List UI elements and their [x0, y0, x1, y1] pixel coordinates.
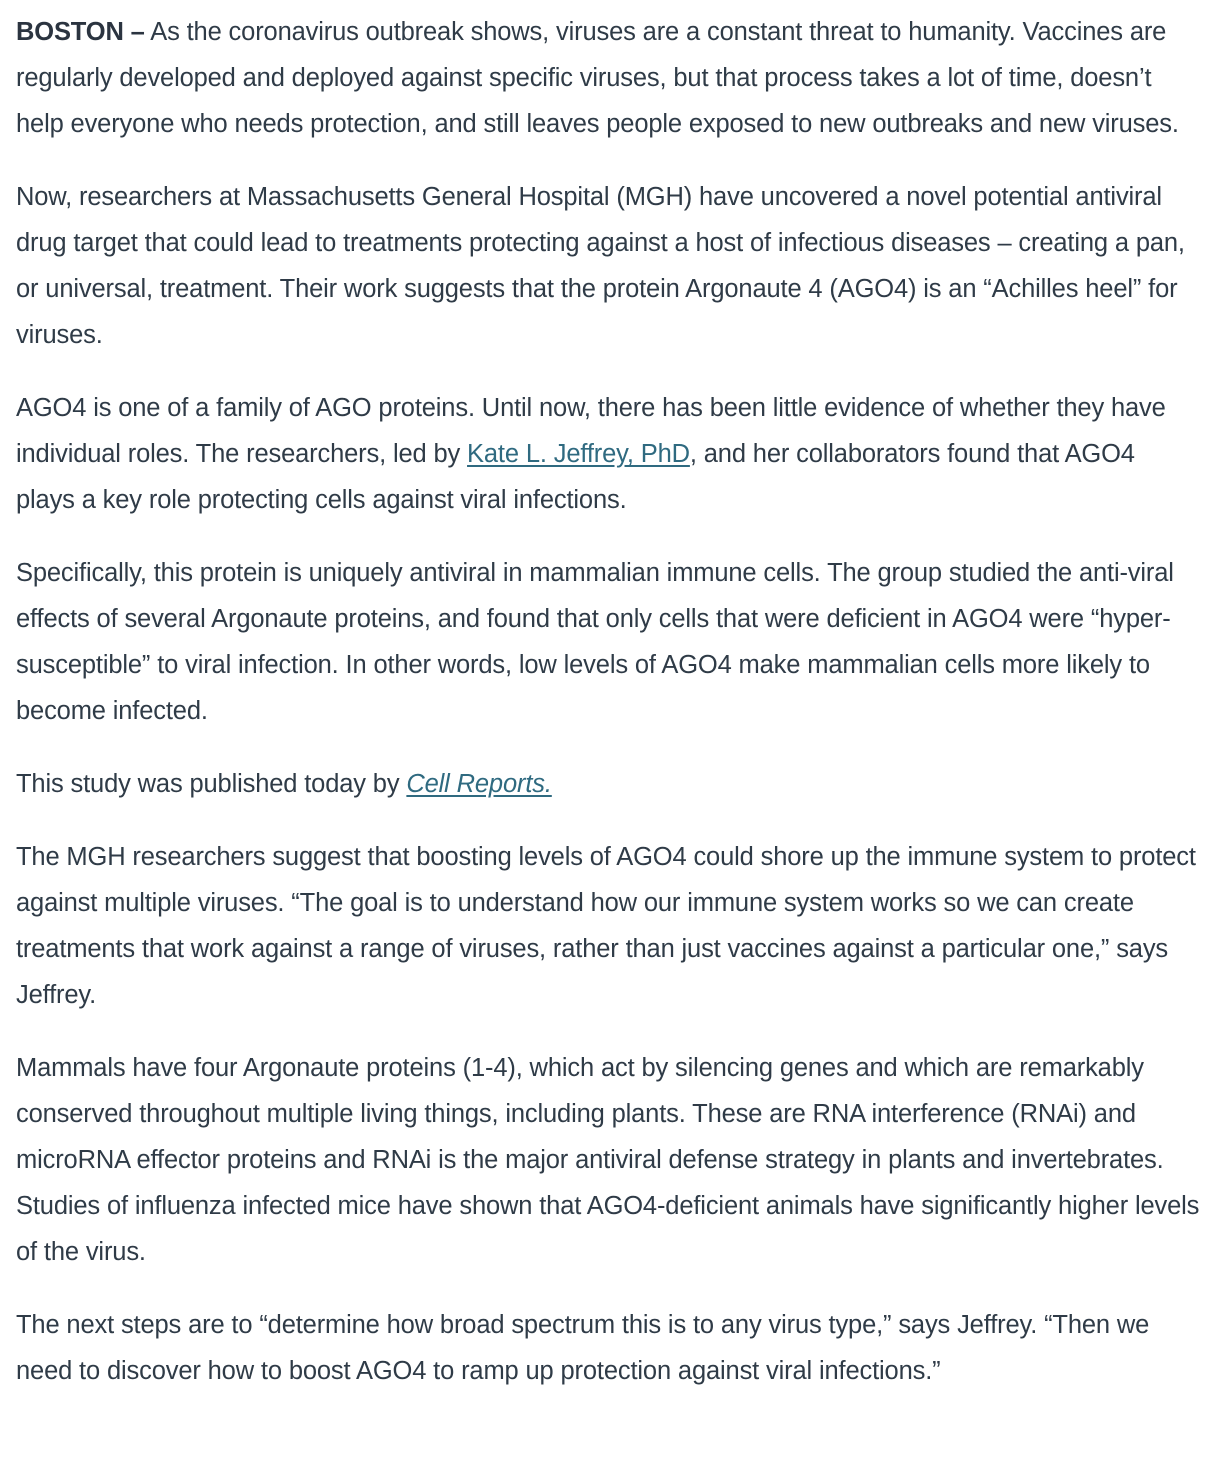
paragraph-antiviral-immune-cells: Specifically, this protein is uniquely antiviral in mammalian immune cells. The group studied the anti-viral effects of several Argonaute proteins, and found that only cells that were deficient in AGO4 were “hyper-susceptible” to viral infection. In other words, low levels of AGO4 make mammalian cells more likely to become infected.: [16, 559, 1174, 725]
paragraph-publication-text: This study was published today by: [16, 770, 407, 798]
paragraph-publication: [16, 761, 1200, 807]
paragraph-ago-family-text-after: , and her collaborators found that AGO4 plays a key role protecting cells against viral infections.: [16, 440, 1135, 514]
paragraph-intro: [16, 9, 1200, 147]
paragraph-mgh-discovery: Now, researchers at Massachusetts General Hospital (MGH) have uncovered a novel potential antiviral drug target that could lead to treatments protecting against a host of infectious diseases – creating a pan, or universal, treatment. Their work suggests that the protein Argonaute 4 (AGO4) is an “Achilles heel” for viruses.: [16, 183, 1185, 349]
paragraph-ago-family-text-before: AGO4 is one of a family of AGO proteins. Until now, there has been little evidence of whether they have individual roles. The researchers, led by: [16, 394, 1166, 468]
dateline: BOSTON –: [16, 18, 145, 46]
paragraph-intro-text: As the coronavirus outbreak shows, viruses are a constant threat to humanity. Vaccines are regularly developed and deployed against specific viruses, but that process takes a lot of time, doesn’t help everyone who needs protection, and still leaves people exposed to new outbreaks and new viruses.: [16, 18, 1179, 138]
paragraph-argonaute-proteins: Mammals have four Argonaute proteins (1-4), which act by silencing genes and which are remarkably conserved throughout multiple living things, including plants. These are RNA interference (RNAi) and microRNA effector proteins and RNAi is the major antiviral defense strategy in plants and invertebrates. Studies of influenza infected mice have shown that AGO4-deficient animals have significantly higher levels of the virus.: [16, 1054, 1200, 1266]
journal-link[interactable]: Cell Reports.: [406, 770, 552, 798]
paragraph-boosting-ago4: The MGH researchers suggest that boosting levels of AGO4 could shore up the immune system to protect against multiple viruses. “The goal is to understand how our immune system works so we can create treatments that work against a range of viruses, rather than just vaccines against a particular one,” says Jeffrey.: [16, 843, 1196, 1009]
paragraph-ago-family: [16, 385, 1200, 523]
paragraph-next-steps: The next steps are to “determine how broad spectrum this is to any virus type,” says Jeffrey. “Then we need to discover how to boost AGO4 to ramp up protection against viral infections.”: [16, 1311, 1150, 1385]
researcher-link[interactable]: Kate L. Jeffrey, PhD: [467, 440, 690, 468]
